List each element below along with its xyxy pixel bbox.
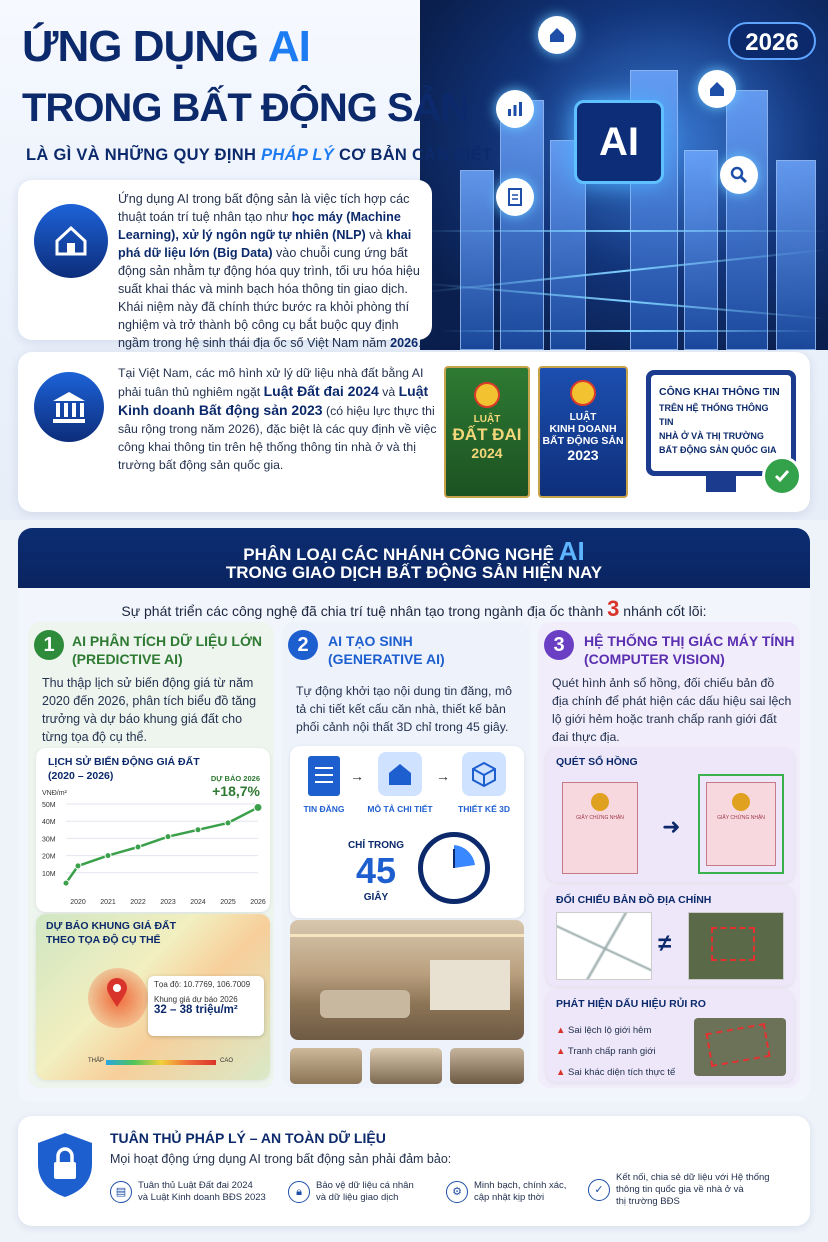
risk-2: Tranh chấp ranh giới bbox=[567, 1046, 656, 1057]
compliance-footer bbox=[18, 1116, 810, 1226]
fi1-l1: Tuân thủ Luật Đất đai 2024 bbox=[138, 1180, 253, 1191]
x-tick-label: 2021 bbox=[100, 899, 116, 906]
intro-t1: Ứng dụng AI trong bất động sản là việc tích hợp các thuật toán trí tuệ nhân tạo như bbox=[118, 192, 410, 224]
legal-t2: và bbox=[378, 385, 399, 399]
document-icon bbox=[496, 178, 534, 216]
map-title2: THEO TỌA ĐỘ CỤ THỂ bbox=[46, 934, 161, 946]
col3-title-a: HỆ THỐNG THỊ GIÁC MÁY TÍNH bbox=[584, 633, 795, 649]
subtitle-c: CƠ BẢN CẦN BIẾT bbox=[339, 146, 493, 164]
col2-number: 2 bbox=[288, 630, 318, 660]
satellite-map bbox=[688, 912, 784, 980]
col1-desc: Thu thập lịch sử biến động giá từ năm 2020 đến 2026, phân tích biểu đồ tăng trưởng và dự báo khung giá đất cho từng tọa độ cụ thể. bbox=[42, 676, 257, 744]
section-head-ai: AI bbox=[558, 536, 585, 566]
document-icon: ▤ bbox=[110, 1181, 132, 1203]
compare-panel bbox=[546, 886, 794, 986]
house-network-icon bbox=[34, 204, 108, 278]
legend-high: CAO bbox=[220, 1058, 234, 1064]
risk-1: Sai lệch lộ giới hẻm bbox=[568, 1025, 652, 1036]
risk-list bbox=[556, 1020, 675, 1083]
law-book-land bbox=[444, 366, 530, 498]
chart-unit: VNĐ/m² bbox=[42, 790, 67, 797]
seconds-unit: GIÂY bbox=[363, 892, 389, 903]
warning-icon: ▲ bbox=[556, 1067, 566, 1078]
section-header bbox=[18, 528, 810, 588]
risk-label: PHÁT HIỆN DẤU HIỆU RỦI RO bbox=[556, 998, 706, 1010]
generation-flow bbox=[290, 746, 524, 918]
risk-item bbox=[556, 1020, 675, 1041]
cadastral-map bbox=[556, 912, 652, 980]
shield-lock-icon bbox=[34, 1130, 96, 1200]
sofa bbox=[320, 990, 410, 1018]
law-book-realestate bbox=[538, 366, 628, 498]
map-title: DỰ BÁO KHUNG GIÁ ĐẤT bbox=[46, 920, 177, 932]
kitchen bbox=[430, 960, 510, 1010]
fi1-l2: và Luật Kinh doanh BĐS 2023 bbox=[138, 1192, 266, 1203]
cert-title: GIẤY CHỨNG NHẬN bbox=[576, 815, 624, 821]
location-pin-icon bbox=[106, 978, 128, 1008]
fi3-l2: cập nhật kịp thời bbox=[474, 1192, 545, 1203]
book2-l4: 2023 bbox=[567, 447, 599, 463]
legal-t1: Tại Việt Nam, các mô hình xử lý dữ liệu nhà đất bằng AI phải tuân thủ nghiêm ngặt bbox=[118, 366, 424, 399]
forecast-label: DỰ BÁO 2026 bbox=[210, 774, 260, 783]
intro-text bbox=[118, 190, 422, 352]
document-icon bbox=[308, 756, 340, 796]
x-tick-label: 2020 bbox=[70, 899, 86, 906]
col1-title-a: AI PHÂN TÍCH DỮ LIỆU LỚN bbox=[72, 633, 262, 649]
book1-l3: 2024 bbox=[471, 445, 503, 461]
ceiling-light bbox=[290, 934, 524, 937]
data-point bbox=[254, 803, 262, 811]
interior-render bbox=[290, 920, 524, 1040]
intro-b3: 2026 bbox=[390, 336, 419, 350]
footer-item-transparency bbox=[446, 1180, 586, 1204]
stopwatch-icon bbox=[418, 832, 490, 904]
step1-label: TIN ĐĂNG bbox=[303, 804, 345, 814]
intro-t4: . bbox=[418, 336, 422, 350]
col-vision bbox=[538, 622, 800, 1088]
book1-l1: LUẬT bbox=[473, 414, 501, 425]
col2-title-b: (GENERATIVE AI) bbox=[328, 651, 445, 667]
intro-t2: và bbox=[365, 228, 387, 242]
forecast-map bbox=[36, 914, 270, 1080]
emblem-icon bbox=[474, 382, 500, 408]
data-point bbox=[225, 820, 231, 826]
col1-number: 1 bbox=[34, 630, 64, 660]
price-history-chart bbox=[36, 748, 270, 912]
arrow-icon: → bbox=[350, 768, 364, 784]
fi4-l2: thông tin quốc gia về nhà ở và bbox=[616, 1184, 744, 1195]
intro-card bbox=[18, 180, 432, 350]
intro-b1: học máy (Machine Learning), xử lý ngôn ngữ tự nhiên (NLP) bbox=[118, 210, 401, 242]
land-certificate bbox=[562, 782, 638, 874]
not-equal-icon: ≠ bbox=[658, 930, 672, 957]
forecast-value: +18,7% bbox=[212, 783, 260, 799]
section-head1: PHÂN LOẠI CÁC NHÁNH CÔNG NGHỆ bbox=[243, 545, 554, 564]
only-label: CHỈ TRONG bbox=[347, 840, 405, 851]
risk-3: Sai khác diện tích thực tế bbox=[568, 1067, 676, 1078]
data-point bbox=[75, 863, 81, 869]
gear-icon: ⚙ bbox=[446, 1181, 468, 1203]
fi4-l3: thị trường BĐS bbox=[616, 1196, 680, 1207]
thumb-1 bbox=[290, 1048, 362, 1084]
data-point bbox=[135, 844, 141, 850]
legal-text bbox=[118, 364, 438, 474]
step2-label: MÔ TẢ CHI TIẾT bbox=[367, 804, 433, 814]
monitor-stand bbox=[706, 476, 736, 492]
section-lead bbox=[18, 596, 810, 622]
page-title bbox=[22, 22, 310, 72]
book2-l1: LUẬT bbox=[569, 412, 597, 423]
legal-card bbox=[18, 352, 810, 512]
warning-icon: ▲ bbox=[556, 1046, 566, 1057]
intro-b2: khai phá dữ liệu lớn (Big Data) bbox=[118, 228, 412, 260]
x-tick-label: 2026 bbox=[250, 899, 266, 906]
cert-title-scanned: GIẤY CHỨNG NHẬN bbox=[717, 815, 765, 821]
book2-l2: KINH DOANH bbox=[549, 423, 617, 435]
search-icon bbox=[720, 156, 758, 194]
col2-title bbox=[328, 632, 445, 668]
monitor-l4: BẤT ĐỘNG SẢN QUỐC GIA bbox=[659, 445, 777, 455]
lead-a: Sự phát triển các công nghệ đã chia trí tuệ nhân tạo trong ngành địa ốc thành bbox=[121, 603, 604, 619]
footer-title: TUÂN THỦ PHÁP LÝ – AN TOÀN DỮ LIỆU bbox=[110, 1130, 386, 1146]
page-title-line2: TRONG BẤT ĐỘNG SẢN bbox=[22, 86, 469, 130]
seconds-value: 45 bbox=[355, 850, 397, 891]
risk-item bbox=[556, 1062, 675, 1083]
col3-title-b: (COMPUTER VISION) bbox=[584, 651, 725, 667]
frame-label: Khung giá dự báo 2026 bbox=[154, 995, 238, 1004]
compare-label: ĐỐI CHIẾU BẢN ĐỒ ĐỊA CHÍNH bbox=[556, 894, 712, 906]
year-badge: 2026 bbox=[728, 22, 816, 60]
home-icon bbox=[698, 70, 736, 108]
x-tick-label: 2022 bbox=[130, 899, 146, 906]
risk-item bbox=[556, 1041, 675, 1062]
book1-l2: ĐẤT ĐAI bbox=[452, 425, 522, 444]
check-icon bbox=[762, 456, 802, 496]
col3-title bbox=[584, 632, 795, 668]
col-predictive bbox=[28, 622, 274, 1088]
fi3-l1: Minh bạch, chính xác, bbox=[474, 1180, 567, 1191]
frame-value: 32 – 38 triệu/m² bbox=[154, 1004, 238, 1016]
court-building-icon bbox=[34, 372, 104, 442]
hero-section bbox=[0, 0, 828, 520]
arrow-icon: ➜ bbox=[662, 814, 681, 839]
price-tooltip bbox=[148, 976, 264, 1036]
data-point bbox=[195, 827, 201, 833]
y-tick-label: 40M bbox=[42, 819, 56, 827]
scan-label: QUÉT SỔ HỒNG bbox=[556, 756, 638, 768]
data-point bbox=[105, 853, 111, 859]
col-generative bbox=[282, 622, 530, 1088]
y-tick-label: 10M bbox=[42, 870, 56, 878]
x-tick-label: 2023 bbox=[160, 899, 176, 906]
col1-title-b: (PREDICTIVE AI) bbox=[72, 651, 183, 667]
lead-b: nhánh cốt lõi: bbox=[623, 603, 707, 619]
y-tick-label: 30M bbox=[42, 836, 56, 844]
page-subtitle bbox=[26, 146, 492, 165]
house-icon bbox=[538, 16, 576, 54]
monitor-l1: CÔNG KHAI THÔNG TIN bbox=[659, 386, 780, 398]
data-point bbox=[63, 880, 69, 886]
col2-desc: Tự động khởi tạo nội dung tin đăng, mô tả chi tiết kết cấu căn nhà, thiết kế bản phối cảnh nội thất 3D chỉ trong 45 giây. bbox=[296, 684, 512, 734]
lead-num: 3 bbox=[607, 596, 620, 621]
cube-3d-icon bbox=[462, 752, 506, 796]
price-line bbox=[66, 807, 258, 883]
subtitle-a: LÀ GÌ VÀ NHỮNG QUY ĐỊNH bbox=[26, 146, 257, 164]
legend-low: THẤP bbox=[88, 1058, 105, 1064]
footer-desc: Mọi hoạt động ứng dụng AI trong bất động sản phải đảm bảo: bbox=[110, 1152, 452, 1166]
fi2-l2: và dữ liệu giao dịch bbox=[316, 1192, 399, 1203]
col3-number: 3 bbox=[544, 630, 574, 660]
legal-t3: (có hiệu lực thực thi sâu rộng trong năm 2026), đặc biệt là các quy định về việc công khai thông tin trên hệ thống thông tin nhà ở và thị trường bất động sản quốc gia. bbox=[118, 404, 437, 472]
footer-item-connect bbox=[588, 1172, 798, 1208]
thumb-3 bbox=[450, 1048, 524, 1084]
risk-panel bbox=[546, 990, 794, 1082]
heat-legend-bar bbox=[106, 1060, 216, 1065]
thumb-2 bbox=[370, 1048, 442, 1084]
line-chart-svg bbox=[36, 792, 270, 912]
chart-icon bbox=[496, 90, 534, 128]
check-icon: ✓ bbox=[588, 1179, 610, 1201]
title-prefix: ỨNG DỤNG bbox=[22, 22, 259, 71]
chart-subtitle: (2020 – 2026) bbox=[48, 770, 114, 782]
legal-b2: Luật Kinh doanh Bất động sản 2023 bbox=[118, 383, 429, 418]
title-ai: AI bbox=[267, 22, 310, 71]
lock-icon: 🔒︎ bbox=[288, 1181, 310, 1203]
footer-item-law bbox=[110, 1180, 280, 1204]
coord-text: Tọa độ: 10.7769, 106.7009 bbox=[154, 980, 251, 989]
x-tick-label: 2025 bbox=[220, 899, 236, 906]
section-head2: TRONG GIAO DỊCH BẤT ĐỘNG SẢN HIỆN NAY bbox=[225, 563, 603, 582]
monitor-l2: TRÊN HỆ THỐNG THÔNG TIN bbox=[659, 403, 769, 427]
ai-chip: AI bbox=[574, 100, 664, 184]
footer-item-privacy bbox=[288, 1180, 438, 1204]
col2-title-a: AI TẠO SINH bbox=[328, 633, 413, 649]
col1-title bbox=[72, 632, 268, 668]
chart-title: LỊCH SỬ BIẾN ĐỘNG GIÁ ĐẤT bbox=[48, 756, 200, 768]
fi2-l1: Bảo vệ dữ liệu cá nhân bbox=[316, 1180, 414, 1191]
scan-frame bbox=[698, 774, 784, 874]
warning-icon: ▲ bbox=[556, 1025, 566, 1036]
x-tick-label: 2024 bbox=[190, 899, 206, 906]
y-tick-label: 50M bbox=[42, 802, 56, 809]
scan-panel bbox=[546, 748, 794, 882]
book2-l3: BẤT ĐỘNG SẢN bbox=[542, 435, 624, 447]
fi4-l1: Kết nối, chia sẻ dữ liệu với Hệ thống bbox=[616, 1172, 770, 1183]
arrow-icon: → bbox=[436, 768, 450, 784]
monitor-l3: NHÀ Ở VÀ THỊ TRƯỜNG bbox=[659, 431, 764, 441]
data-point bbox=[165, 834, 171, 840]
emblem-icon bbox=[570, 380, 596, 406]
intro-t3: vào chuỗi cung ứng bất động sản nhằm tự động hóa quy trình, tối ưu hóa hiệu suất khai thác và minh bạch hóa thông tin giao dịch. Khái niệm này đã chính thức bước ra khỏi phòng thí nghiệm và trở thành bộ công cụ bắt buộc quy định ngầm trong hệ sinh thái địa ốc số Việt Nam năm bbox=[118, 246, 420, 350]
step3-label: THIẾT KẾ 3D bbox=[458, 804, 510, 814]
house-detail-icon bbox=[378, 752, 422, 796]
subtitle-b: PHÁP LÝ bbox=[261, 146, 335, 164]
legal-b1: Luật Đất đai 2024 bbox=[263, 383, 379, 399]
aerial-photo bbox=[694, 1018, 786, 1076]
y-tick-label: 20M bbox=[42, 853, 56, 861]
col3-desc: Quét hình ảnh sổ hồng, đối chiếu bản đồ địa chính để phát hiện các dấu hiệu sai lệch lộ giới hẻm hoặc tranh chấp ranh giới đất đai thực địa. bbox=[552, 676, 792, 744]
